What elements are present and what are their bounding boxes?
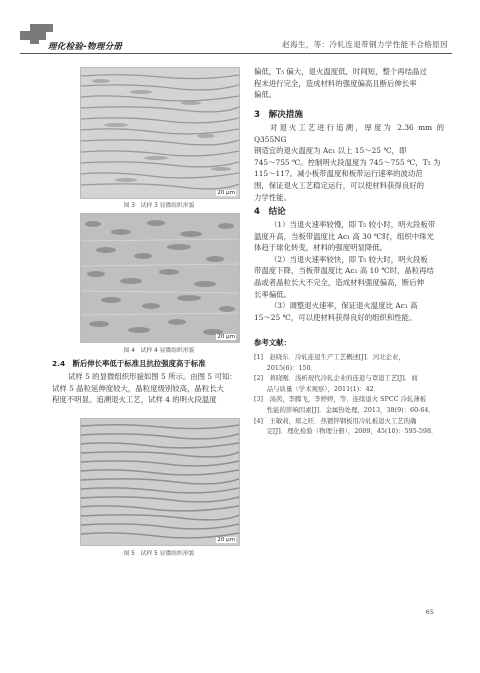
scale-bar-label: 20 μm <box>217 334 235 340</box>
running-title: 赵海生，等：冷轧连退带钢力学性能不合格原因 <box>282 40 448 49</box>
header-divider <box>20 53 452 54</box>
figure-4-micrograph <box>80 213 240 343</box>
text-line: 115～117。减小板带温度和板带运行速率的波动范 <box>254 169 423 179</box>
section-4-title: 4 结论 <box>254 207 286 217</box>
text-line: 长率偏低。 <box>254 289 291 299</box>
text-line: 程未进行完全，造成材料的强度偏高且断后伸长率 <box>254 78 417 88</box>
reference-line: 性能的影响因素[J]．金属热处理，2013，38(9)：60-64． <box>254 405 435 414</box>
section-2-4-body <box>52 371 248 406</box>
text-line: 晶或者晶粒长大不完全，造成材料强度偏高，断后伸 <box>254 277 424 287</box>
page-number: 65 <box>425 608 434 616</box>
references-list <box>254 352 446 437</box>
page-header <box>0 0 480 52</box>
text-line: 偏低，T₅ 偏大，退火温度低，时间短，整个再结晶过 <box>254 67 427 76</box>
text-line: 试样 5 晶粒延伸度较大，晶粒度级别较高，晶粒长大 <box>52 383 224 393</box>
micrograph-texture <box>81 214 239 342</box>
section-4-body <box>254 219 444 323</box>
text-line: 体趋于球化转变，材料的强度明显降低。 <box>254 243 388 253</box>
reference-line: 定[J]．理化检验（物理分册），2009，45(10)：595-598． <box>254 427 438 436</box>
reference-line: 品与质量（学术观察），2011(1)：42． <box>254 384 381 393</box>
text-line: （1）当退火速率较慢，即 T₅ 较小时，明火段板带 <box>270 220 436 229</box>
text-line: 力学性能。 <box>254 192 291 202</box>
reference-line: [3] 汤茜，李腾飞，李婷婷，等．连续退火 SPCC 冷轧薄板 <box>254 395 427 404</box>
text-line: 试样 5 的显微组织形貌如图 5 所示。由图 5 可知： <box>68 372 237 381</box>
text-line: 温度升高，当板带温度比 Ac₁ 高 30 ℃时，组织中珠光 <box>254 231 434 241</box>
text-line: 程度不明显。追溯退火工艺，试样 4 的明火段温度 <box>52 395 217 405</box>
text-line: 偏低。 <box>254 90 277 100</box>
text-line: 745～755 ℃。控制明火段温度为 745～755 ℃，T₅ 为 <box>254 157 441 167</box>
section-3-body <box>254 122 444 203</box>
section-3-title: 3 解决措施 <box>254 110 303 120</box>
text-line: 对退火工艺进行追溯，厚度为 2.36 mm 的 Q355NG <box>254 123 444 144</box>
figure-3-caption: 图 3 试样 3 显微组织形貌 <box>123 203 195 209</box>
text-line: 15～25 ℃，可以使材料获得良好的组织和性能。 <box>254 312 417 322</box>
text-line: （3）调整退火速率，保证退火温度比 Ac₁ 高 <box>270 301 418 311</box>
reference-line: 2015(6)：150． <box>254 363 318 372</box>
micrograph-texture <box>81 419 239 545</box>
text-line: （2）当退火速率较快，即 T₅ 较大时，明火段板 <box>270 254 428 264</box>
section-2-4-title: 2.4 断后伸长率低于标准且抗拉强度高于标准 <box>52 359 206 368</box>
continuation-paragraph <box>254 66 444 101</box>
text-line: 带温度下降，当板带温度比 Ac₁ 高 10 ℃时，晶粒再结 <box>254 266 434 276</box>
text-line: 钢适宜的退火温度为 Ac₁ 以上 15～25 ℃，即 <box>254 146 407 156</box>
journal-name: 理化检验-物理分册 <box>48 42 123 52</box>
scale-bar-label: 20 μm <box>217 190 235 196</box>
scale-bar-label: 20 μm <box>217 537 235 543</box>
figure-3-micrograph <box>80 67 240 199</box>
reference-line: [2] 蒋晓刚．浅析现代冷轧企业的连退与罩退工艺[J]．商 <box>254 374 418 383</box>
references-title: 参考文献： <box>254 338 291 347</box>
figure-4-caption: 图 4 试样 4 显微组织形貌 <box>123 348 195 354</box>
text-line: 围，保证退火工艺稳定运行，可以使材料获得良好的 <box>254 180 424 190</box>
figure-5-caption: 图 5 试样 5 显微组织形貌 <box>123 551 195 557</box>
micrograph-texture <box>81 68 239 198</box>
reference-line: [1] 赵晓东．冷轧连退生产工艺概述[J]．河北企业， <box>254 353 405 361</box>
figure-5-micrograph <box>80 418 240 546</box>
reference-line: [4] 王敏莉，郑之旺．热镀锌钢板用冷轧板退火工艺的确 <box>254 416 417 425</box>
